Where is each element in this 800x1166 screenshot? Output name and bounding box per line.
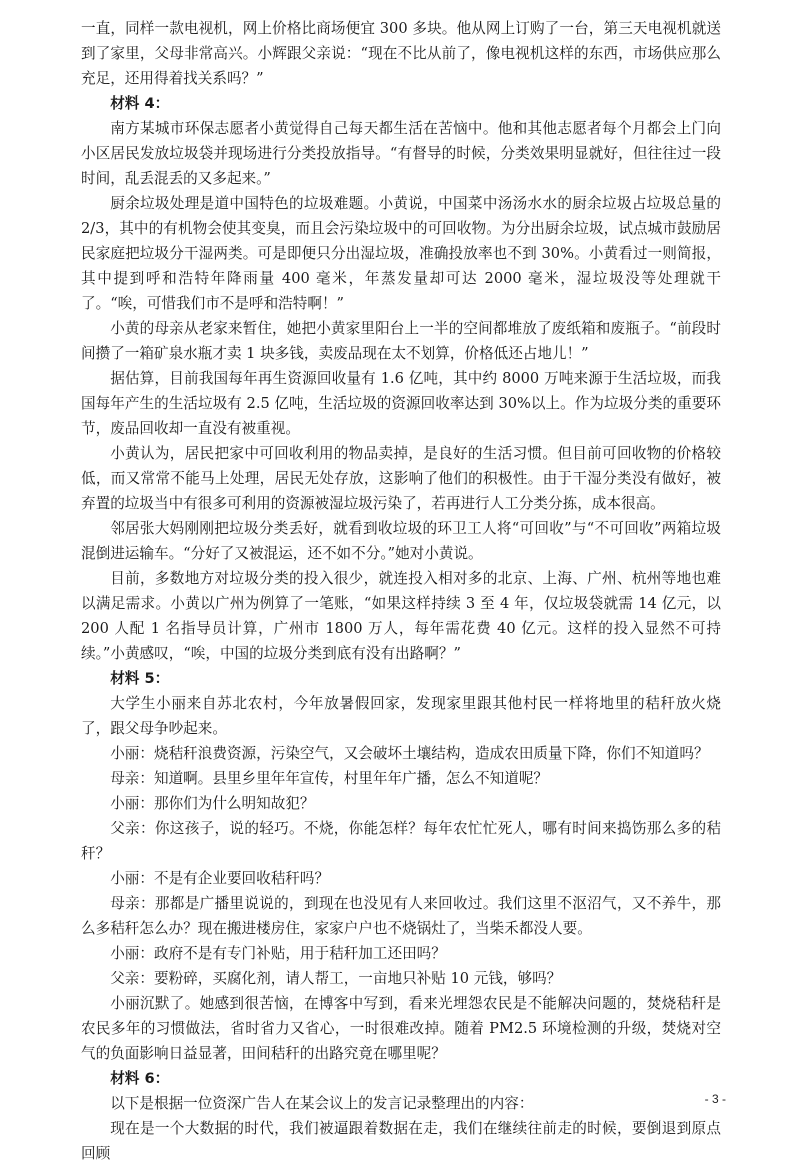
section-heading-material-5: 材料 5： (110, 670, 170, 687)
dialogue-line: 小丽：政府不是有专门补贴，用于秸秆加工还田吗？ (110, 945, 446, 962)
section-heading-material-4: 材料 4： (110, 95, 170, 112)
paragraph: 小丽沉默了。她感到很苦恼，在博客中写到，看来光埋怨农民是不能解决问题的，焚烧秸秆是农民多年的习惯做法，省时省力又省心，一时很难改掉。随着 PM2.5 环境检测的升级，焚烧对空气的负面影响日益显著，田间秸秆的出路究竟在哪里呢？ (81, 995, 721, 1062)
paragraph: 以下是根据一位资深广告人在某会议上的发言记录整理出的内容： (110, 1095, 534, 1112)
document-body (81, 16, 721, 1166)
dialogue-line: 小丽：不是有企业要回收秸秆吗？ (110, 870, 330, 887)
paragraph: 现在是一个大数据的时代，我们被逼跟着数据在走，我们在继续往前走的时候，要倒退到原点回顾 (81, 1120, 721, 1162)
page-number: - 3 - (704, 1092, 726, 1106)
dialogue-line: 母亲：那都是广播里说说的，到现在也没见有人来回收过。我们这里不沤沼气，又不养牛，那么多秸秆怎么办？现在搬进楼房住，家家户户也不烧锅灶了，当柴禾都没人要。 (81, 895, 721, 937)
paragraph: 据估算，目前我国每年再生资源回收量有 1.6 亿吨，其中约 8000 万吨来源于生活垃圾，而我国每年产生的生活垃圾有 2.5 亿吨，生活垃圾的资源回收率达到 30%以上。作为垃圾分类的重要环节，废品回收却一直没有被重视。 (81, 370, 721, 437)
paragraph: 邻居张大妈刚刚把垃圾分类丢好，就看到收垃圾的环卫工人将“可回收”与“不可回收”两箱垃圾混倒进运输车。“分好了又被混运，还不如不分。”她对小黄说。 (81, 520, 721, 562)
dialogue-line: 小丽：那你们为什么明知故犯？ (110, 795, 315, 812)
paragraph: 目前，多数地方对垃圾分类的投入很少，就连投入相对多的北京、上海、广州、杭州等地也难以满足需求。小黄以广州为例算了一笔账，“如果这样持续 3 至 4 年，仅垃圾袋就需 14 亿元，以 200 人配 1 名指导员计算，广州市 1800 万人，每年需花费 40 亿元。这样的投入显然不可持续。”小黄感叹，“唉，中国的垃圾分类到底有没有出路啊？” (81, 570, 721, 662)
paragraph: 厨余垃圾处理是道中国特色的垃圾难题。小黄说，中国菜中汤汤水水的厨余垃圾占垃圾总量的2/3，其中的有机物会使其变臭，而且会污染垃圾中的可回收物。为分出厨余垃圾，试点城市鼓励居民家庭把垃圾分干湿两类。可是即便只分出湿垃圾，准确投放率也不到 30%。小黄看过一则简报，其中提到呼和浩特年降雨量 400 毫米，年蒸发量却可达 2000 毫米，湿垃圾没等处理就干了。“唉，可惜我们市不是呼和浩特啊！” (81, 195, 721, 312)
section-heading-material-6: 材料 6： (110, 1070, 170, 1087)
dialogue-line: 父亲：你这孩子，说的轻巧。不烧，你能怎样？每年农忙忙死人，哪有时间来捣饬那么多的秸秆？ (81, 820, 721, 862)
paragraph: 南方某城市环保志愿者小黄觉得自己每天都生活在苦恼中。他和其他志愿者每个月都会上门向小区居民发放垃圾袋并现场进行分类投放指导。“有督导的时候，分类效果明显就好，但往往过一段时间，乱丢混丢的又多起来。” (81, 120, 721, 187)
paragraph: 小黄的母亲从老家来暂住，她把小黄家里阳台上一半的空间都堆放了废纸箱和废瓶子。“前段时间攒了一箱矿泉水瓶才卖 1 块多钱，卖废品现在太不划算，价格低还占地儿！” (81, 320, 721, 362)
paragraph-intro: 一直，同样一款电视机，网上价格比商场便宜 300 多块。他从网上订购了一台，第三天电视机就送到了家里，父母非常高兴。小辉跟父亲说：“现在不比从前了，像电视机这样的东西，市场供应那么充足，还用得着找关系吗？” (81, 20, 721, 87)
paragraph: 小黄认为，居民把家中可回收利用的物品卖掉，是良好的生活习惯。但目前可回收物的价格较低，而又常常不能马上处理，居民无处存放，这影响了他们的积极性。由于干湿分类没有做好，被弃置的垃圾当中有很多可利用的资源被湿垃圾污染了，若再进行人工分类分拣，成本很高。 (81, 445, 721, 512)
dialogue-line: 父亲：要粉碎，买腐化剂，请人帮工，一亩地只补贴 10 元钱，够吗？ (110, 970, 562, 987)
dialogue-line: 母亲：知道啊。县里乡里年年宣传，村里年年广播，怎么不知道呢？ (110, 770, 549, 787)
dialogue-line: 小丽：烧秸秆浪费资源，污染空气，又会破坏土壤结构，造成农田质量下降，你们不知道吗？ (110, 745, 709, 762)
paragraph: 大学生小丽来自苏北农村，今年放暑假回家，发现家里跟其他村民一样将地里的秸秆放火烧了，跟父母争吵起来。 (81, 695, 721, 737)
